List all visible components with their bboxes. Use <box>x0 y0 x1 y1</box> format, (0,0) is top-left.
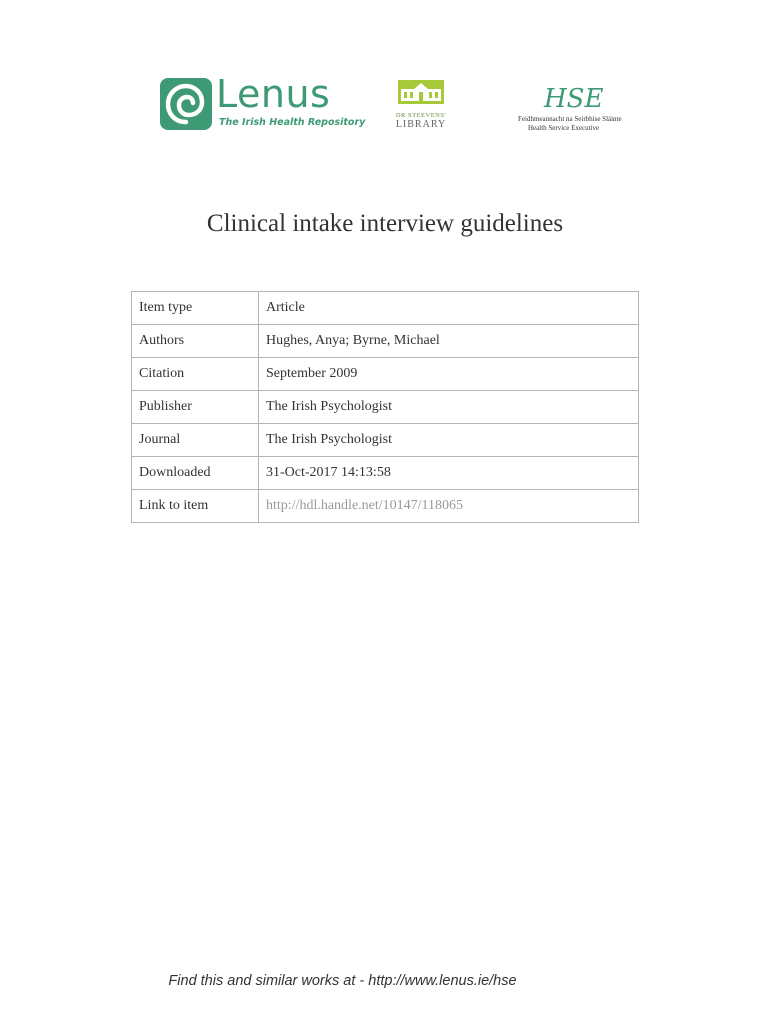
metadata-key: Journal <box>132 424 259 457</box>
table-row <box>132 490 639 523</box>
steevens-line1: DR STEEVENS' <box>395 112 447 119</box>
metadata-value: Article <box>259 292 639 325</box>
table-row <box>132 457 639 490</box>
metadata-key: Publisher <box>132 391 259 424</box>
steevens-line2: LIBRARY <box>395 119 447 130</box>
metadata-key: Citation <box>132 358 259 391</box>
lenus-logo <box>160 72 366 134</box>
table-row <box>132 391 639 424</box>
table-row <box>132 358 639 391</box>
table-row <box>132 292 639 325</box>
hse-irish-name: Feidhmeannacht na Seirbhíse Sláinte <box>518 115 622 123</box>
metadata-key: Item type <box>132 292 259 325</box>
hse-mark-icon <box>542 82 604 114</box>
table-row <box>132 424 639 457</box>
metadata-value: September 2009 <box>259 358 639 391</box>
hse-mark-text: HSE <box>544 84 604 114</box>
footer-note: Find this and similar works at - http://www.lenus.ie/hse <box>168 973 517 989</box>
hse-logo <box>518 82 622 138</box>
metadata-key: Link to item <box>132 490 259 523</box>
metadata-value: 31-Oct-2017 14:13:58 <box>259 457 639 490</box>
metadata-table <box>131 291 639 523</box>
library-building-icon <box>398 80 444 104</box>
lenus-swirl-icon <box>160 78 212 130</box>
item-link[interactable]: http://hdl.handle.net/10147/118065 <box>259 490 639 523</box>
lenus-tagline: The Irish Health Repository <box>219 117 366 128</box>
metadata-value: Hughes, Anya; Byrne, Michael <box>259 325 639 358</box>
document-title: Clinical intake interview guidelines <box>206 210 564 237</box>
lenus-wordmark: Lenus <box>216 72 331 116</box>
metadata-key: Authors <box>132 325 259 358</box>
metadata-key: Downloaded <box>132 457 259 490</box>
steevens-library-logo <box>394 80 448 136</box>
metadata-value: The Irish Psychologist <box>259 391 639 424</box>
metadata-value: The Irish Psychologist <box>259 424 639 457</box>
logo-bar <box>0 74 770 144</box>
hse-english-name: Health Service Executive <box>528 124 600 132</box>
table-row <box>132 325 639 358</box>
